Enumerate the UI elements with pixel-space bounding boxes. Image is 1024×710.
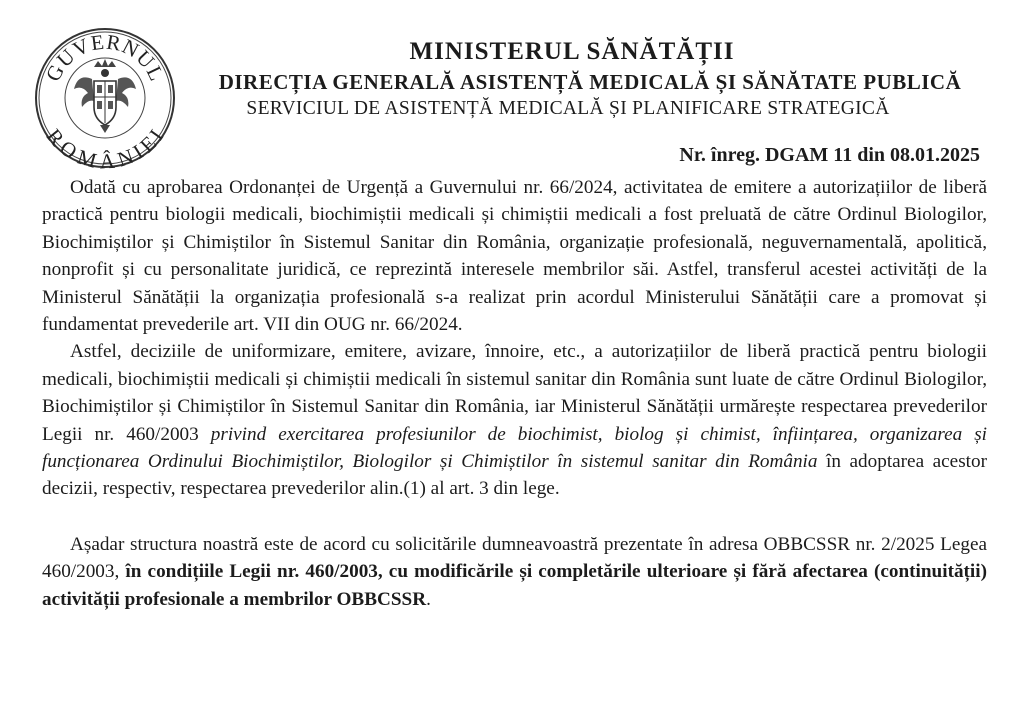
registration-number: Nr. înreg. DGAM 11 din 08.01.2025 <box>679 144 980 166</box>
ministry-title: MINISTERUL SĂNĂTĂȚII <box>409 38 735 65</box>
paragraph-2 <box>42 338 987 502</box>
seal-text-bottom: ROMÂNIEI <box>41 124 169 169</box>
law-title-italic: privind exercitarea profesiunilor de biochimist, biolog și chimist, înființarea, organizarea și funcționarea Ordinului Biochimiștilor, Biologilor și Chimiștilor în sistemul sanitar din România <box>42 423 988 473</box>
seal-text-top: GUVERNUL <box>40 29 170 86</box>
service-title: SERVICIUL DE ASISTENȚĂ MEDICALĂ ȘI PLANIFICARE STRATEGICĂ <box>246 98 890 119</box>
conditions-bold: în condițiile Legii nr. 460/2003, cu modificările și completările ulterioare și fără afectarea (continuității) activității profesionale a membrilor OBBCSSR <box>42 561 987 610</box>
coat-of-arms-icon <box>74 59 136 133</box>
paragraph-2-text-a: Astfel, deciziile de uniformizare, emitere, avizare, înnoire, etc., a autorizațiilor de liberă practică pentru biologii medicali, biochimiștii medicali și chimiștii medicali în sistemul sanitar din România sunt luate de către Ordinul Biologilor, Biochimiștilor și Chimiștilor în Sistemul Sanitar din România, iar Ministerul Sănătății urmărește respectarea prevederilor Legii nr. 460/2003 <box>42 341 987 445</box>
paragraph-1: Odată cu aprobarea Ordonanței de Urgență a Guvernului nr. 66/2024, activitatea de emitere a autorizațiilor de liberă practică pentru biologii medicali, biochimiștii medicali și chimiștii medicali a fost preluată de către Ordinul Biologilor, Biochimiștilor și Chimiștilor în Sistemul Sanitar din România, organizație profesională, neguvernamentală, apolitică, nonprofit și cu personalitate juridică, ce reprezintă interesele membrilor săi. Astfel, transferul acestei activități de la Ministerul Sănătății la organizația profesională s-a realizat prin acordul Ministerului Sănătății care a promovat și fundamentat prevederile art. VII din OUG nr. 66/2024. <box>42 177 987 336</box>
paragraph-3 <box>42 531 987 613</box>
letter-body <box>42 174 987 613</box>
paragraph-3-text-a: Așadar structura noastră este de acord cu solicitările dumneavoastră prezentate în adresa OBBCSSR nr. 2/2025 Legea 460/2003, <box>42 533 987 583</box>
paragraph-3-text-b: . <box>426 588 431 610</box>
directorate-title: DIRECȚIA GENERALĂ ASISTENȚĂ MEDICALĂ ȘI SĂNĂTATE PUBLICĂ <box>218 70 962 94</box>
paragraph-2-text-b: în adoptarea acestor decizii, respectiv, respectarea prevederilor alin.(1) al art. 3 din lege. <box>42 451 987 500</box>
government-seal <box>34 27 176 169</box>
seal-graphic <box>34 27 176 169</box>
